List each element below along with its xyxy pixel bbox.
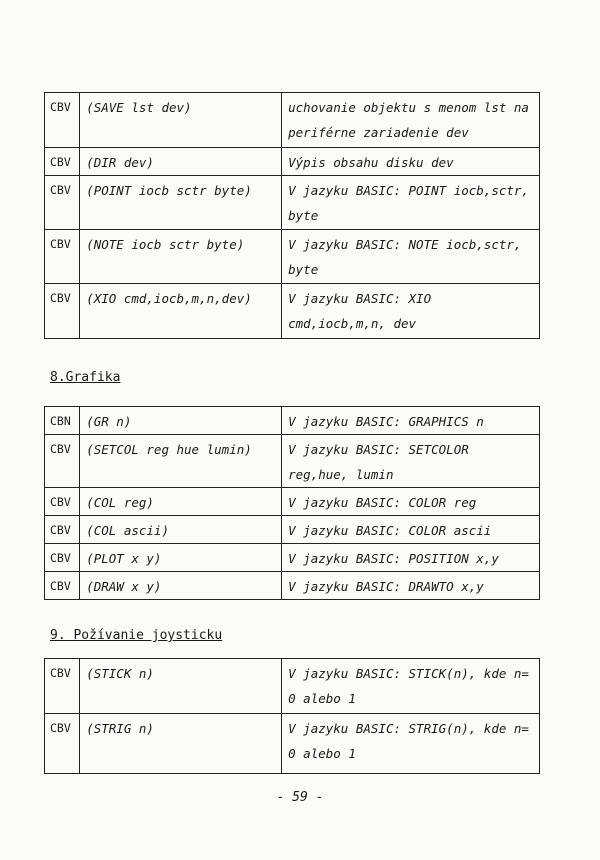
table-row — [45, 488, 540, 516]
code-cell: CBV — [45, 148, 80, 176]
description-cell: V jazyku BASIC: STRIG(n), kde n= 0 alebo 1 — [282, 714, 540, 774]
description-cell: V jazyku BASIC: POINT iocb,sctr, byte — [282, 176, 540, 230]
code-cell: CBV — [45, 572, 80, 600]
table-graphics — [44, 406, 540, 600]
description-cell: V jazyku BASIC: POSITION x,y — [282, 544, 540, 572]
table-row — [45, 572, 540, 600]
command-cell: (COL ascii) — [80, 516, 282, 544]
description-cell: V jazyku BASIC: GRAPHICS n — [282, 407, 540, 435]
code-cell: CBV — [45, 488, 80, 516]
section-heading-joystick: 9. Požívanie joysticku — [50, 628, 223, 643]
table-row — [45, 93, 540, 148]
description-cell: V jazyku BASIC: SETCOLOR reg,hue, lumin — [282, 435, 540, 488]
code-cell: CBV — [45, 516, 80, 544]
command-cell: (SETCOL reg hue lumin) — [80, 435, 282, 488]
description-cell: V jazyku BASIC: STICK(n), kde n= 0 alebo 1 — [282, 659, 540, 714]
table-row — [45, 407, 540, 435]
section-heading-grafika: 8.Grafika — [50, 370, 121, 385]
code-cell: CBV — [45, 435, 80, 488]
description-cell: V jazyku BASIC: COLOR reg — [282, 488, 540, 516]
table-row — [45, 714, 540, 774]
code-cell: CBV — [45, 714, 80, 774]
code-cell: CBV — [45, 230, 80, 284]
command-cell: (NOTE iocb sctr byte) — [80, 230, 282, 284]
description-cell: uchovanie objektu s menom lst na periférne zariadenie dev — [282, 93, 540, 148]
command-cell: (DRAW x y) — [80, 572, 282, 600]
description-cell: V jazyku BASIC: DRAWTO x,y — [282, 572, 540, 600]
description-cell: V jazyku BASIC: XIO cmd,iocb,m,n, dev — [282, 284, 540, 339]
description-cell: Výpis obsahu disku dev — [282, 148, 540, 176]
command-cell: (SAVE lst dev) — [80, 93, 282, 148]
command-cell: (DIR dev) — [80, 148, 282, 176]
command-cell: (XIO cmd,iocb,m,n,dev) — [80, 284, 282, 339]
code-cell: CBV — [45, 544, 80, 572]
table-file-commands — [44, 92, 540, 339]
table-row — [45, 284, 540, 339]
table-row — [45, 544, 540, 572]
code-cell: CBN — [45, 407, 80, 435]
code-cell: CBV — [45, 176, 80, 230]
table-joystick — [44, 658, 540, 774]
code-cell: CBV — [45, 284, 80, 339]
command-cell: (STRIG n) — [80, 714, 282, 774]
command-cell: (COL reg) — [80, 488, 282, 516]
command-cell: (GR n) — [80, 407, 282, 435]
command-cell: (PLOT x y) — [80, 544, 282, 572]
command-cell: (STICK n) — [80, 659, 282, 714]
description-cell: V jazyku BASIC: COLOR ascii — [282, 516, 540, 544]
table-row — [45, 659, 540, 714]
table-row — [45, 435, 540, 488]
table-row — [45, 148, 540, 176]
table-row — [45, 176, 540, 230]
code-cell: CBV — [45, 659, 80, 714]
command-cell: (POINT iocb sctr byte) — [80, 176, 282, 230]
table-row — [45, 230, 540, 284]
table-row — [45, 516, 540, 544]
code-cell: CBV — [45, 93, 80, 148]
description-cell: V jazyku BASIC: NOTE iocb,sctr, byte — [282, 230, 540, 284]
page-number: - 59 - — [276, 790, 324, 805]
